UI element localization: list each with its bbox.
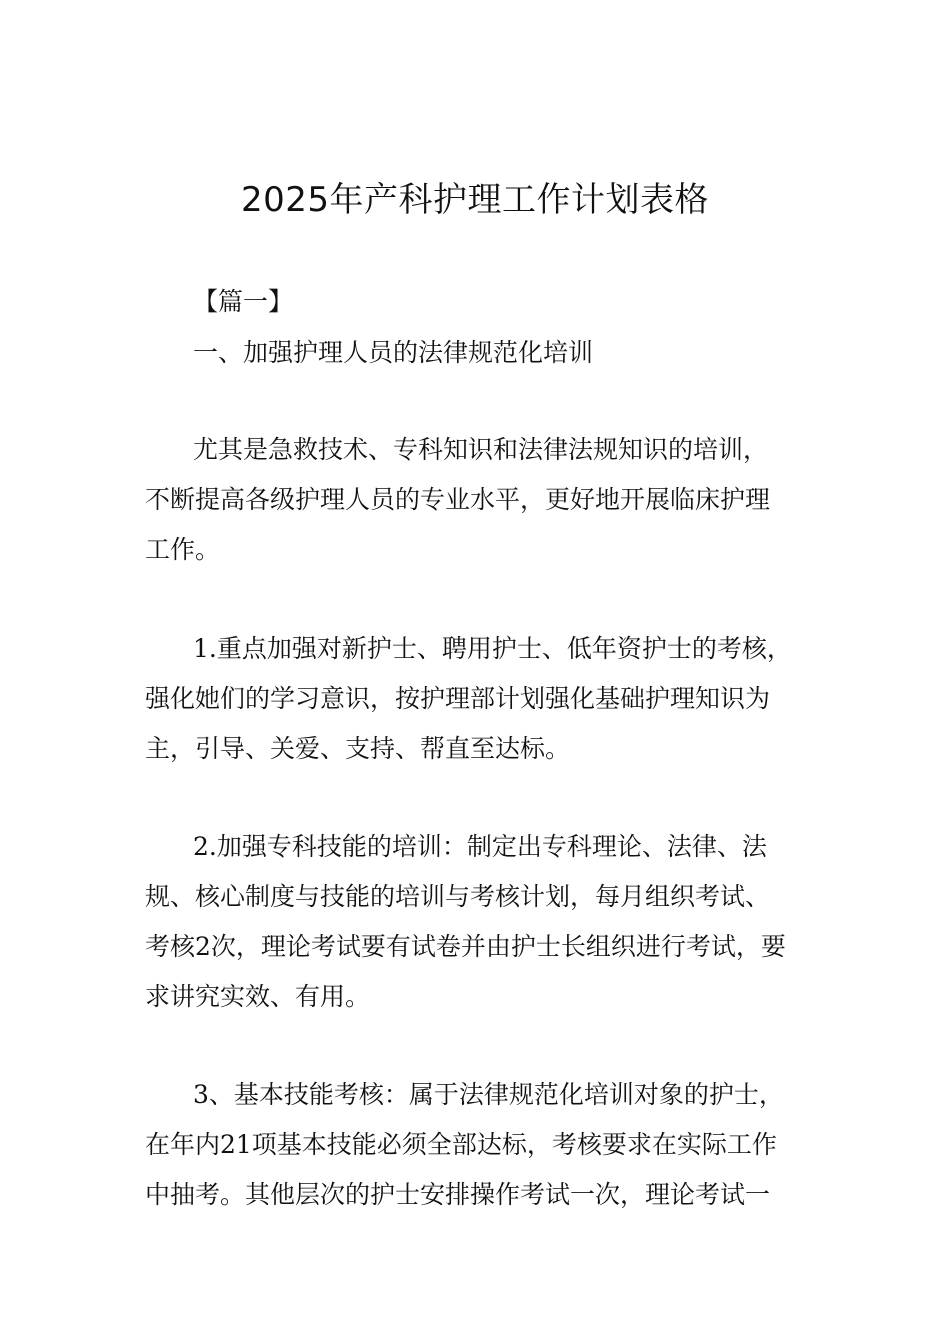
paragraph-line: 2.加强专科技能的培训：制定出专科理论、法律、法 [193,832,767,861]
paragraph-line: 规、核心制度与技能的培训与考核计划，每月组织考试、 [145,882,771,911]
section-heading: 一、加强护理人员的法律规范化培训 [193,338,594,367]
paragraph-line: 求讲究实效、有用。 [145,982,371,1011]
paragraph-line: 在年内21项基本技能必须全部达标，考核要求在实际工作 [145,1130,777,1159]
paragraph-line: 3、基本技能考核：属于法律规范化培训对象的护士， [193,1080,784,1109]
section-label: 【篇一】 [193,287,294,316]
paragraph-line: 不断提高各级护理人员的专业水平，更好地开展临床护理 [145,485,771,514]
paragraph-line: 主，引导、关爱、支持、帮直至达标。 [145,734,571,763]
paragraph-line: 考核2次，理论考试要有试卷并由护士长组织进行考试，要 [145,932,786,961]
paragraph-line: 尤其是急救技术、专科知识和法律法规知识的培训， [193,435,769,464]
paragraph-line: 中抽考。其他层次的护士安排操作考试一次，理论考试一 [145,1180,771,1209]
paragraph-line: 1.重点加强对新护士、聘用护士、低年资护士的考核， [193,634,792,663]
document-title: 2025年产科护理工作计划表格 [240,180,710,220]
paragraph-line: 强化她们的学习意识，按护理部计划强化基础护理知识为 [145,684,771,713]
paragraph-line: 工作。 [145,535,221,564]
